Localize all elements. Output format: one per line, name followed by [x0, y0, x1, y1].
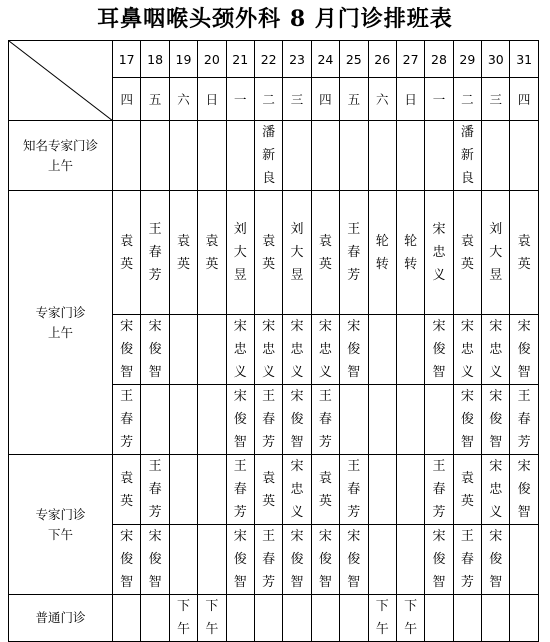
schedule-cell [311, 525, 339, 595]
section-label-line: 上午 [47, 157, 73, 173]
schedule-cell [283, 385, 311, 455]
doctor-name: 宋俊智 [347, 319, 361, 380]
schedule-cell [453, 385, 481, 455]
section-label-line: 下午 [47, 526, 73, 542]
schedule-cell [141, 455, 169, 525]
weekday-cell: 二 [254, 78, 282, 121]
schedule-cell [453, 121, 481, 191]
schedule-cell [482, 191, 510, 315]
weekday-cell: 六 [169, 78, 197, 121]
schedule-cell [425, 385, 453, 455]
section-label [9, 121, 113, 191]
schedule-cell [226, 455, 254, 525]
schedule-cell [198, 455, 226, 525]
header-row-days [9, 41, 539, 78]
doctor-name: 袁英 [318, 470, 332, 509]
doctor-name: 宋忠义 [233, 319, 247, 380]
schedule-cell [226, 121, 254, 191]
schedule-cell [226, 385, 254, 455]
doctor-name: 袁英 [120, 470, 134, 509]
doctor-name: 宋忠义 [432, 222, 446, 283]
weekday-cell: 一 [425, 78, 453, 121]
schedule-cell [113, 121, 141, 191]
doctor-name: 袁英 [205, 233, 219, 272]
schedule-cell [254, 191, 282, 315]
schedule-cell [254, 525, 282, 595]
schedule-cell [425, 191, 453, 315]
schedule-cell [340, 525, 368, 595]
schedule-cell [368, 315, 396, 385]
schedule-cell [113, 455, 141, 525]
day-cell: 24 [311, 41, 339, 78]
schedule-cell [141, 525, 169, 595]
weekday-cell: 六 [368, 78, 396, 121]
day-cell: 19 [169, 41, 197, 78]
schedule-cell [453, 525, 481, 595]
schedule-cell [254, 315, 282, 385]
schedule-cell [169, 191, 197, 315]
schedule-cell [510, 121, 538, 191]
schedule-cell [340, 595, 368, 642]
doctor-name: 宋俊智 [233, 389, 247, 450]
doctor-name: 下午 [375, 599, 389, 637]
schedule-cell [254, 121, 282, 191]
schedule-cell [510, 455, 538, 525]
doctor-name: 袁英 [318, 233, 332, 272]
schedule-cell [510, 595, 538, 642]
schedule-cell [340, 385, 368, 455]
schedule-cell [425, 315, 453, 385]
doctor-name: 王春芳 [318, 389, 332, 450]
doctor-name: 王春芳 [120, 389, 134, 450]
schedule-cell [311, 595, 339, 642]
schedule-cell [169, 385, 197, 455]
doctor-name: 袁英 [262, 233, 276, 272]
doctor-name: 宋俊智 [432, 319, 446, 380]
doctor-name: 袁英 [120, 233, 134, 272]
schedule-cell [169, 595, 197, 642]
doctor-name: 宋俊智 [148, 529, 162, 590]
day-cell: 29 [453, 41, 481, 78]
schedule-cell [254, 595, 282, 642]
schedule-cell [141, 595, 169, 642]
schedule-cell [198, 385, 226, 455]
table-row [9, 191, 539, 315]
day-cell: 26 [368, 41, 396, 78]
doctor-name: 宋忠义 [318, 319, 332, 380]
schedule-cell [368, 595, 396, 642]
schedule-cell [453, 595, 481, 642]
weekday-cell: 三 [283, 78, 311, 121]
doctor-name: 王春芳 [148, 222, 162, 283]
schedule-cell [283, 315, 311, 385]
doctor-name: 宋俊智 [347, 529, 361, 590]
schedule-cell [510, 315, 538, 385]
doctor-name: 宋俊智 [460, 389, 474, 450]
doctor-name: 轮转 [375, 233, 389, 272]
schedule-cell [311, 315, 339, 385]
schedule-cell [283, 121, 311, 191]
schedule-cell [453, 455, 481, 525]
schedule-cell [141, 121, 169, 191]
schedule-cell [482, 121, 510, 191]
schedule-cell [226, 191, 254, 315]
doctor-name: 宋俊智 [120, 529, 134, 590]
section-label [9, 455, 113, 595]
schedule-cell [113, 191, 141, 315]
schedule-cell [340, 455, 368, 525]
schedule-table [8, 40, 539, 642]
schedule-cell [482, 385, 510, 455]
schedule-cell [141, 191, 169, 315]
day-cell: 31 [510, 41, 538, 78]
doctor-name: 王春芳 [233, 459, 247, 520]
schedule-cell [453, 315, 481, 385]
schedule-cell [226, 595, 254, 642]
doctor-name: 刘大昱 [489, 222, 503, 283]
doctor-name: 王春芳 [262, 389, 276, 450]
schedule-cell [482, 595, 510, 642]
schedule-cell [311, 121, 339, 191]
schedule-cell [169, 315, 197, 385]
diagonal-line [9, 41, 113, 121]
doctor-name: 王春芳 [347, 459, 361, 520]
schedule-cell [311, 191, 339, 315]
doctor-name: 宋俊智 [290, 389, 304, 450]
doctor-name: 王春芳 [432, 459, 446, 520]
schedule-cell [396, 315, 424, 385]
schedule-cell [368, 385, 396, 455]
doctor-name: 宋俊智 [489, 529, 503, 590]
doctor-name: 宋俊智 [432, 529, 446, 590]
schedule-cell [368, 455, 396, 525]
schedule-cell [396, 121, 424, 191]
schedule-cell [113, 595, 141, 642]
schedule-cell [425, 121, 453, 191]
schedule-cell [340, 121, 368, 191]
schedule-cell [113, 525, 141, 595]
schedule-cell [226, 315, 254, 385]
table-row [9, 595, 539, 642]
doctor-name: 下午 [404, 599, 418, 637]
schedule-cell [198, 525, 226, 595]
schedule-cell [396, 595, 424, 642]
weekday-cell: 四 [113, 78, 141, 121]
schedule-cell [198, 595, 226, 642]
schedule-cell [226, 525, 254, 595]
doctor-name: 宋俊智 [290, 529, 304, 590]
day-cell: 25 [340, 41, 368, 78]
day-cell: 20 [198, 41, 226, 78]
schedule-cell [283, 191, 311, 315]
section-label [9, 595, 113, 642]
doctor-name: 宋俊智 [120, 319, 134, 380]
doctor-name: 宋忠义 [489, 319, 503, 380]
weekday-cell: 二 [453, 78, 481, 121]
schedule-cell [425, 455, 453, 525]
doctor-name: 宋忠义 [290, 459, 304, 520]
schedule-cell [254, 385, 282, 455]
day-cell: 27 [396, 41, 424, 78]
doctor-name: 下午 [205, 599, 219, 637]
schedule-cell [396, 455, 424, 525]
schedule-cell [425, 595, 453, 642]
doctor-name: 袁英 [460, 470, 474, 509]
schedule-cell [169, 455, 197, 525]
schedule-cell [283, 455, 311, 525]
schedule-cell [396, 191, 424, 315]
section-label-line: 上午 [47, 324, 73, 340]
schedule-cell [311, 455, 339, 525]
weekday-cell: 三 [482, 78, 510, 121]
schedule-cell [425, 525, 453, 595]
schedule-cell [368, 525, 396, 595]
schedule-cell [396, 525, 424, 595]
doctor-name: 袁英 [460, 233, 474, 272]
section-label [9, 191, 113, 455]
doctor-name: 潘新良 [460, 125, 474, 186]
schedule-cell [198, 315, 226, 385]
schedule-cell [198, 191, 226, 315]
doctor-name: 宋忠义 [262, 319, 276, 380]
schedule-cell [169, 525, 197, 595]
doctor-name: 袁英 [176, 233, 190, 272]
doctor-name: 宋忠义 [489, 459, 503, 520]
weekday-cell: 五 [340, 78, 368, 121]
schedule-cell [482, 315, 510, 385]
section-label-line: 知名专家门诊 [22, 137, 98, 153]
doctor-name: 宋俊智 [318, 529, 332, 590]
day-cell: 18 [141, 41, 169, 78]
weekday-cell: 四 [311, 78, 339, 121]
weekday-cell: 日 [396, 78, 424, 121]
doctor-name: 宋俊智 [517, 319, 531, 380]
doctor-name: 宋忠义 [460, 319, 474, 380]
schedule-cell [169, 121, 197, 191]
weekday-cell: 日 [198, 78, 226, 121]
doctor-name: 宋忠义 [290, 319, 304, 380]
schedule-cell [113, 315, 141, 385]
day-cell: 21 [226, 41, 254, 78]
schedule-cell [283, 525, 311, 595]
header-corner [9, 41, 113, 121]
schedule-cell [198, 121, 226, 191]
schedule-cell [283, 595, 311, 642]
doctor-name: 宋俊智 [148, 319, 162, 380]
schedule-cell [340, 191, 368, 315]
schedule-cell [510, 385, 538, 455]
schedule-cell [340, 315, 368, 385]
doctor-name: 王春芳 [460, 529, 474, 590]
doctor-name: 刘大昱 [290, 222, 304, 283]
doctor-name: 轮转 [404, 233, 418, 272]
doctor-name: 潘新良 [262, 125, 276, 186]
doctor-name: 宋俊智 [233, 529, 247, 590]
schedule-cell [482, 455, 510, 525]
table-row [9, 121, 539, 191]
schedule-cell [254, 455, 282, 525]
schedule-cell [482, 525, 510, 595]
weekday-cell: 四 [510, 78, 538, 121]
schedule-cell [510, 191, 538, 315]
schedule-cell [453, 191, 481, 315]
doctor-name: 王春芳 [517, 389, 531, 450]
schedule-cell [368, 121, 396, 191]
schedule-cell [396, 385, 424, 455]
schedule-cell [311, 385, 339, 455]
schedule-cell [510, 525, 538, 595]
doctor-name: 王春芳 [347, 222, 361, 283]
section-label-line: 普通门诊 [35, 610, 86, 625]
doctor-name: 袁英 [262, 470, 276, 509]
table-row [9, 455, 539, 525]
doctor-name: 袁英 [517, 233, 531, 272]
doctor-name: 王春芳 [148, 459, 162, 520]
day-cell: 22 [254, 41, 282, 78]
weekday-cell: 一 [226, 78, 254, 121]
doctor-name: 下午 [176, 599, 190, 637]
day-cell: 28 [425, 41, 453, 78]
day-cell: 17 [113, 41, 141, 78]
section-label-line: 专家门诊 [35, 304, 86, 320]
schedule-cell [141, 385, 169, 455]
doctor-name: 宋俊智 [489, 389, 503, 450]
day-cell: 30 [482, 41, 510, 78]
doctor-name: 宋俊智 [517, 459, 531, 520]
day-cell: 23 [283, 41, 311, 78]
doctor-name: 刘大昱 [233, 222, 247, 283]
schedule-cell [113, 385, 141, 455]
section-label-line: 专家门诊 [35, 506, 86, 522]
weekday-cell: 五 [141, 78, 169, 121]
schedule-cell [141, 315, 169, 385]
doctor-name: 王春芳 [262, 529, 276, 590]
schedule-cell [368, 191, 396, 315]
page-title: 耳鼻咽喉头颈外科 8 月门诊排班表 [97, 6, 453, 32]
